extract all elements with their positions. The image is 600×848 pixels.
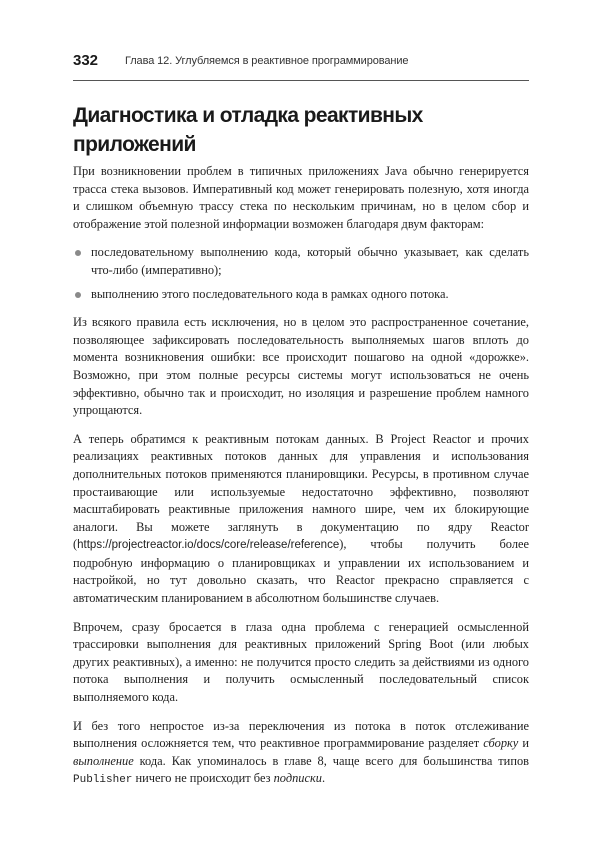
paragraph-5-text-d: ничего не происходит без <box>132 771 274 786</box>
emphasis-subscription: подписки <box>273 771 322 786</box>
bullet-list <box>73 244 529 303</box>
emphasis-execution: выполнение <box>73 753 134 768</box>
section-title: Диагностика и отладка реактивных приложений <box>73 104 423 156</box>
list-item-text: выполнению этого последовательного кода в рамках одного потока. <box>91 286 449 301</box>
paragraph-1: При возникновении проблем в типичных приложениях Java обычно генерируется трасса стека вызовов. Императивный код может генерировать полезную, хотя иногда и слишком объемную трассу стека по нескольким причинам, но в целом сбор и отображение этой полезной информации возможен благодаря двум факторам: <box>73 164 529 231</box>
page-number: 332 <box>73 52 99 69</box>
paragraph-3 <box>73 431 529 608</box>
paragraph-4: Впрочем, сразу бросается в глаза одна проблема с генерацией осмысленной трассировки выполнения для реактивных приложений Spring Boot (или любых других реактивных), а именно: не получится просто следить за действиями из одного потока выполнения и получить осмысленный последовательный список выполняемого кода. <box>73 619 529 705</box>
header-rule <box>73 80 529 81</box>
paragraph-5-text-b: и <box>518 736 529 751</box>
list-item <box>73 244 529 279</box>
emphasis-assembly: сборку <box>483 736 519 751</box>
body-text <box>73 163 529 801</box>
list-item <box>73 286 529 304</box>
paragraph-2: Из всякого правила есть исключения, но в целом это распространенное сочетание, позволяющее зафиксировать последовательность выполняемых шагов вплоть до момента возникновения ошибки: все происходит пошагово на одной «дорожке». Возможно, при этом полные ресурсы системы могут использоваться не очень эффективно, обычно так и происходит, но изоляция и разрешение проблем намного упрощаются. <box>73 315 529 418</box>
paragraph-3-text-a: А теперь обратимся к реактивным потокам данных. В Project Reactor и прочих реализациях реактивных потоков данных для управления и использования дополнительных потоков применяются планировщики. Ресурсы, в противном случае простаивающие или используемые недостаточно эффективно, позволяют масштабировать реактивные приложения намного шире, чем их блокирующие аналоги. Вы можете заглянуть в документацию по ядру Reactor ( <box>73 431 529 552</box>
paragraph-5-text-e: . <box>321 771 326 786</box>
paragraph-3-text-b: ), чтобы получить более подробную информацию о планировщиках и управлении их использованием и настройкой, но тут довольно сказать, что Reactor прекрасно справляется с автоматическим планированием в абсолютном большинстве случаев. <box>73 537 529 606</box>
paragraph-5-text-a: И без того непростое из-за переключения из потока в поток отслеживание выполнения осложняется тем, что реактивное программирование разделяет <box>73 718 529 751</box>
running-head <box>73 52 529 72</box>
bullet-icon <box>75 250 81 256</box>
paragraph-5-text-c: кода. Как упоминалось в главе 8, чаще всего для большинства типов <box>133 753 529 768</box>
list-item-text: последовательному выполнению кода, который обычно указывает, как сделать что-либо (императивно); <box>91 245 529 277</box>
code-publisher: Publisher <box>73 774 133 787</box>
paragraph-5 <box>73 718 529 790</box>
chapter-title: Глава 12. Углубляемся в реактивное программирование <box>125 55 409 67</box>
bullet-icon <box>75 292 81 298</box>
reactor-docs-link[interactable]: https://projectreactor.io/docs/core/release/reference <box>77 539 340 552</box>
